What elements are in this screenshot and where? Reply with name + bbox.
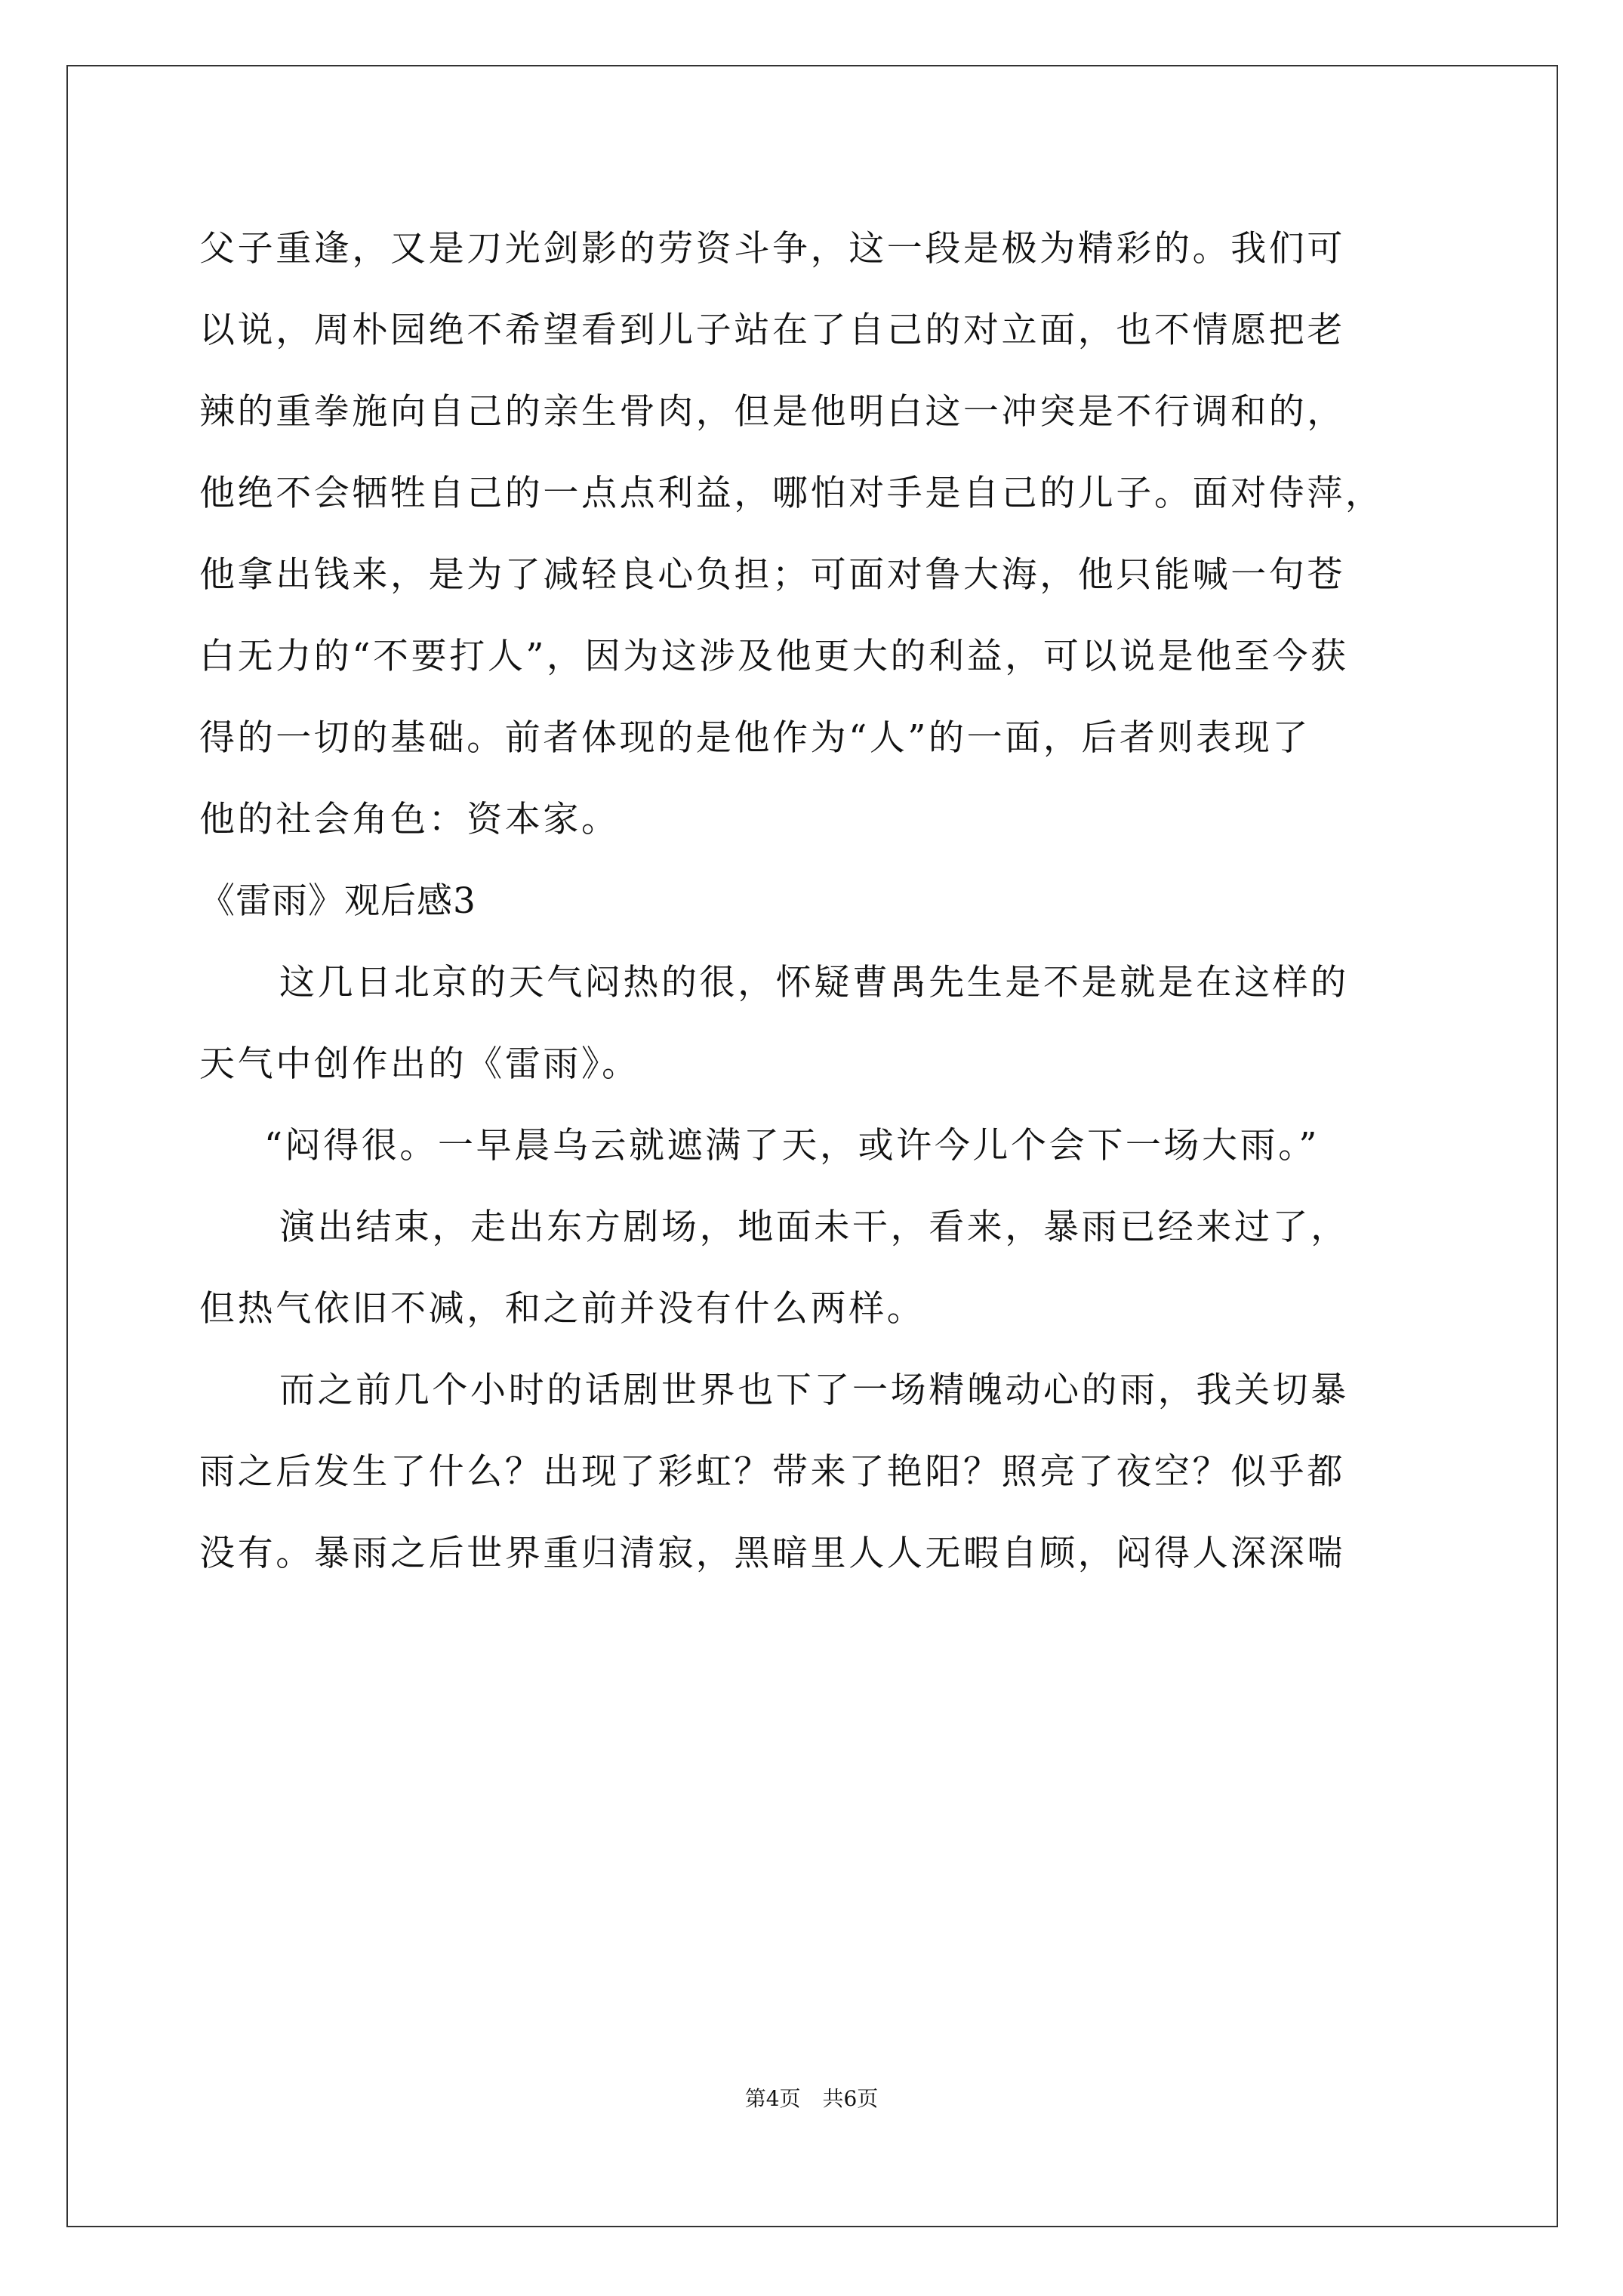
paragraph-line: 他绝不会牺牲自己的一点点利益，哪怕对手是自己的儿子。面对侍萍， xyxy=(199,473,1384,514)
paragraph-line: 白无力的“不要打人”，因为这涉及他更大的利益，可以说是他至今获 xyxy=(199,636,1349,677)
paragraph-line: 演出结束，走出东方剧场，地面未干，看来，暴雨已经来过了， xyxy=(279,1207,1349,1248)
paragraph-line: 他拿出钱来，是为了减轻良心负担；可面对鲁大海，他只能喊一句苍 xyxy=(199,554,1345,596)
page-number: 第4页 xyxy=(744,2086,801,2111)
paragraph-line: 但热气依旧不减，和之前并没有什么两样。 xyxy=(199,1288,925,1330)
page-total: 共6页 xyxy=(822,2086,879,2111)
paragraph-line: 以说，周朴园绝不希望看到儿子站在了自己的对立面，也不情愿把老 xyxy=(199,310,1345,351)
quote-line: “闷得很。一早晨乌云就遮满了天，或许今儿个会下一场大雨。” xyxy=(264,1125,1320,1166)
paragraph-line: 天气中创作出的《雷雨》。 xyxy=(199,1043,640,1085)
paragraph-line: 没有。暴雨之后世界重归清寂，黑暗里人人无暇自顾，闷得人深深喘 xyxy=(199,1533,1345,1574)
paragraph-line: 父子重逢，又是刀光剑影的劳资斗争，这一段是极为精彩的。我们可 xyxy=(199,228,1345,270)
paragraph-line: 他的社会角色：资本家。 xyxy=(199,799,620,840)
paragraph-line: 这几日北京的天气闷热的很，怀疑曹禺先生是不是就是在这样的 xyxy=(279,962,1349,1003)
paragraph-line: 得的一切的基础。前者体现的是他作为“人”的一面，后者则表现了 xyxy=(199,717,1311,759)
paragraph-line: 而之前几个小时的话剧世界也下了一场精魄动心的雨，我关切暴 xyxy=(279,1370,1349,1411)
paragraph-line: 辣的重拳施向自己的亲生骨肉，但是他明白这一冲突是不行调和的， xyxy=(199,391,1345,433)
section-heading: 《雷雨》观后感3 xyxy=(199,880,476,922)
page-footer xyxy=(0,2085,1623,2113)
paragraph-line: 雨之后发生了什么？出现了彩虹？带来了艳阳？照亮了夜空？似乎都 xyxy=(199,1451,1345,1493)
